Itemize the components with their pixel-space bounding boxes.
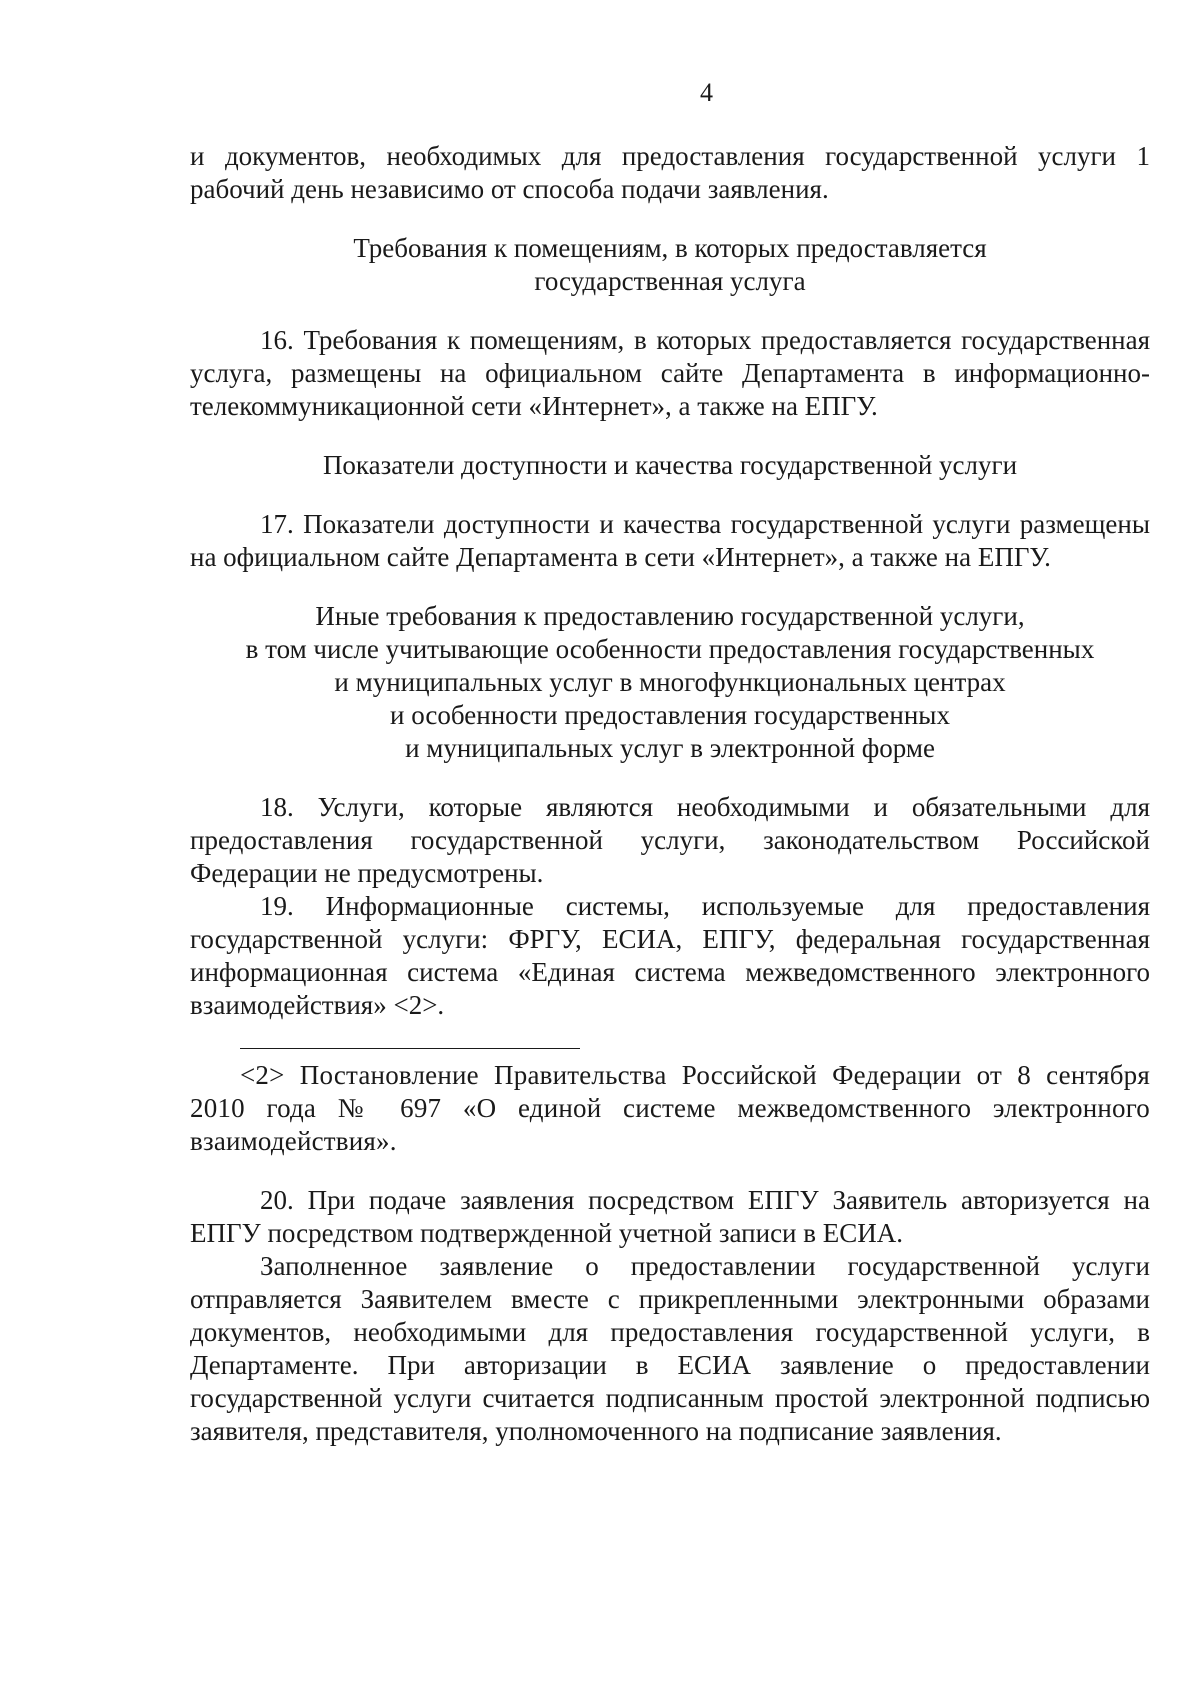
heading-line: и особенности предоставления государственных bbox=[390, 700, 950, 730]
heading-line: Показатели доступности и качества государственной услуги bbox=[322, 450, 1018, 480]
intro-paragraph: и документов, необходимых для предоставления государственной услуги 1 рабочий день независимо от способа подачи заявления. bbox=[190, 141, 1150, 204]
heading-line: Иные требования к предоставлению государственной услуги, bbox=[315, 601, 1025, 631]
heading-line: в том числе учитывающие особенности предоставления государственных bbox=[245, 634, 1095, 664]
heading-line: государственная услуга bbox=[534, 266, 806, 296]
paragraph-item-19: 19. Информационные системы, используемые для предоставления государственной услуги: ФРГУ, ЕСИА, ЕПГУ, федеральная государственная информационная система «Единая система межведомственного электронного взаимодействия» <2>. bbox=[190, 891, 1150, 1020]
paragraph-item-17: 17. Показатели доступности и качества государственной услуги размещены на официальном сайте Департамента в сети «Интернет», а также на ЕПГУ. bbox=[190, 509, 1150, 572]
heading-other-requirements bbox=[190, 600, 1150, 765]
heading-line: и муниципальных услуг в электронной форме bbox=[405, 733, 935, 763]
footnote-2: <2> Постановление Правительства Российской Федерации от 8 сентября 2010 года № 697 «О единой системе межведомственного электронного взаимодействия». bbox=[190, 1060, 1150, 1156]
heading-indicators bbox=[190, 449, 1150, 482]
heading-line: и муниципальных услуг в многофункциональных центрах bbox=[334, 667, 1006, 697]
heading-line: Требования к помещениям, в которых предоставляется bbox=[353, 233, 987, 263]
page-number: 4 bbox=[700, 78, 713, 107]
paragraph-item-20-continuation: Заполненное заявление о предоставлении государственной услуги отправляется Заявителем вместе с прикрепленными электронными образами документов, необходимыми для предоставления государственной услуги, в Департаменте. При авторизации в ЕСИА заявление о предоставлении государственной услуги считается подписанным простой электронной подписью заявителя, представителя, уполномоченного на подписание заявления. bbox=[190, 1251, 1150, 1446]
paragraph-item-18: 18. Услуги, которые являются необходимыми и обязательными для предоставления государственной услуги, законодательством Российской Федерации не предусмотрены. bbox=[190, 792, 1150, 888]
paragraph-item-16: 16. Требования к помещениям, в которых предоставляется государственная услуга, размещены на официальном сайте Департамента в информационно-телекоммуникационной сети «Интернет», а также на ЕПГУ. bbox=[190, 325, 1150, 421]
heading-premises bbox=[190, 232, 1150, 298]
paragraph-item-20: 20. При подаче заявления посредством ЕПГУ Заявитель авторизуется на ЕПГУ посредством подтвержденной учетной записи в ЕСИА. bbox=[190, 1185, 1150, 1248]
footnote-divider bbox=[240, 1048, 580, 1049]
document-body bbox=[190, 140, 1150, 1448]
